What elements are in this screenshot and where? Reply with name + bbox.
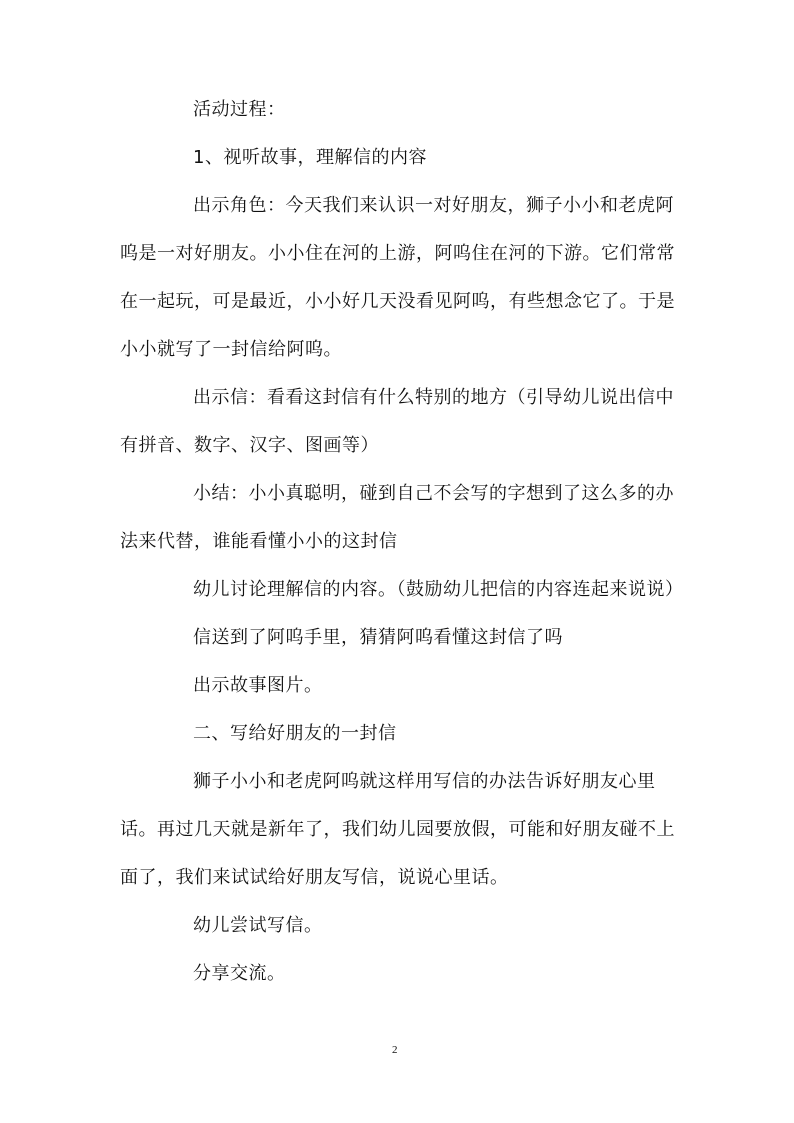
paragraph-line: 在一起玩，可是最近，小小好几天没看见阿呜，有些想念它了。于是 <box>120 291 675 312</box>
section-heading: 二、写给好朋友的一封信 <box>193 723 397 744</box>
paragraph-line: 幼儿讨论理解信的内容。（鼓励幼儿把信的内容连起来说说） <box>193 579 684 600</box>
paragraph-line: 小小就写了一封信给阿呜。 <box>120 339 342 360</box>
section-heading: 活动过程： <box>193 99 286 120</box>
paragraph-line: 法来代替，谁能看懂小小的这封信 <box>120 531 398 552</box>
paragraph-line: 幼儿尝试写信。 <box>193 915 323 936</box>
paragraph-line: 有拼音、数字、汉字、图画等） <box>120 435 379 456</box>
subsection-heading: 1、视听故事，理解信的内容 <box>193 147 427 168</box>
paragraph-line: 信送到了阿呜手里，猜猜阿呜看懂这封信了吗 <box>193 627 563 648</box>
page-number: 2 <box>392 1044 398 1056</box>
paragraph-line: 话。再过几天就是新年了，我们幼儿园要放假，可能和好朋友碰不上 <box>120 819 675 840</box>
paragraph-line: 狮子小小和老虎阿呜就这样用写信的办法告诉好朋友心里 <box>193 771 656 792</box>
paragraph-line: 出示角色：今天我们来认识一对好朋友，狮子小小和老虎阿 <box>193 195 674 216</box>
paragraph-line: 出示故事图片。 <box>193 675 323 696</box>
paragraph-line: 小结：小小真聪明，碰到自己不会写的字想到了这么多的办 <box>193 483 674 504</box>
paragraph-line: 出示信：看看这封信有什么特别的地方（引导幼儿说出信中 <box>193 387 674 408</box>
paragraph-line: 呜是一对好朋友。小小住在河的上游，阿呜住在河的下游。它们常常 <box>120 243 675 264</box>
paragraph-line: 分享交流。 <box>193 963 286 984</box>
paragraph-line: 面了，我们来试试给好朋友写信，说说心里话。 <box>120 867 509 888</box>
